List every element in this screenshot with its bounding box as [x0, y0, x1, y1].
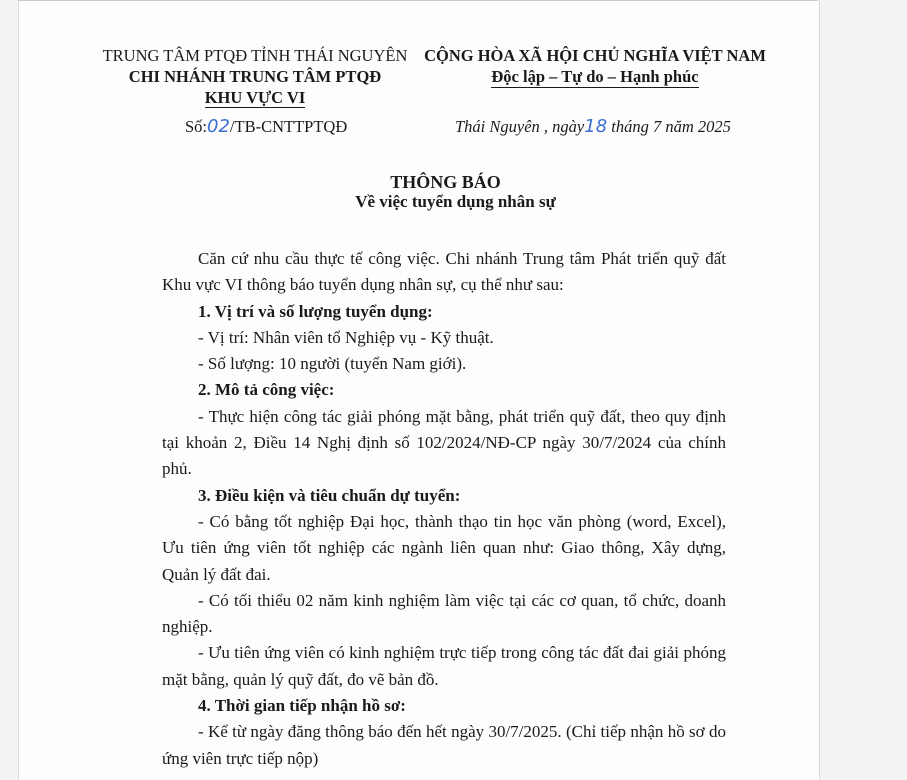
date-suffix: tháng 7 năm 2025	[607, 117, 731, 136]
document-number	[185, 116, 347, 137]
notice-body	[162, 246, 726, 772]
issuing-organization	[100, 45, 410, 108]
org-line-3-text: KHU VỰC VI	[204, 88, 306, 107]
org-line-1: TRUNG TÂM PTQĐ TỈNH THÁI NGUYÊN	[102, 46, 408, 65]
intro-paragraph: Căn cứ nhu cầu thực tế công việc. Chi nhánh Trung tâm Phát triển quỹ đất Khu vực VI thông báo tuyển dụng nhân sự, cụ thể như sau:	[162, 249, 726, 295]
section-2-heading: 2. Mô tả công việc:	[198, 380, 335, 400]
section-3-item-experience: - Có tối thiểu 02 năm kinh nghiệm làm việc tại các cơ quan, tổ chức, doanh nghiệp.	[162, 590, 726, 637]
section-4-item-period: - Kể từ ngày đăng thông báo đến hết ngày 30/7/2025. (Chỉ tiếp nhận hồ sơ do ứng viên trực tiếp nộp)	[162, 722, 726, 768]
section-1-heading: 1. Vị trí và số lượng tuyển dụng:	[198, 301, 433, 321]
motto: Độc lập – Tự do – Hạnh phúc	[491, 67, 699, 86]
section-3-heading: 3. Điều kiện và tiêu chuẩn dự tuyển:	[198, 485, 461, 505]
notice-subtitle: Về việc tuyển dụng nhân sự	[355, 192, 556, 211]
org-line-2: CHI NHÁNH TRUNG TÂM PTQĐ	[128, 67, 382, 86]
org-line-3	[100, 87, 410, 108]
section-1-item-quantity: - Số lượng: 10 người (tuyển Nam giới).	[198, 354, 467, 374]
page-top-edge	[18, 0, 818, 1]
section-1-item-position: - Vị trí: Nhân viên tổ Nghiệp vụ - Kỹ thuật.	[198, 327, 494, 347]
section-4-heading: 4. Thời gian tiếp nhận hồ sơ:	[198, 696, 406, 716]
date-prefix: Thái Nguyên , ngày	[455, 117, 585, 136]
doc-no-handwritten: 02	[207, 116, 230, 137]
section-3-item-degree: - Có bằng tốt nghiệp Đại học, thành thạo tin học văn phòng (word, Excel), Ưu tiên ứng viên tốt nghiệp các ngành liên quan như: Giao thông, Xây dựng, Quản lý đất đai.	[162, 511, 726, 584]
date-day-handwritten: 18	[584, 116, 608, 137]
section-2-item-duties: - Thực hiện công tác giải phóng mặt bằng, phát triển quỹ đất, theo quy định tại khoản 2, Điều 14 Nghị định số 102/2024/NĐ-CP ngày 30/7/2024 của chính phủ.	[162, 406, 726, 479]
section-3-item-priority: - Ưu tiên ứng viên có kinh nghiệm trực tiếp trong công tác đất đai giải phóng mặt bằng, quản lý quỹ đất, đo vẽ bản đồ.	[162, 643, 726, 689]
national-header	[415, 45, 775, 87]
doc-no-prefix: Số:	[185, 117, 208, 136]
nation-line-1: CỘNG HÒA XÃ HỘI CHỦ NGHĨA VIỆT NAM	[424, 46, 766, 65]
document-date	[455, 116, 731, 137]
notice-title: THÔNG BÁO	[390, 172, 501, 192]
nation-line-2	[415, 66, 775, 87]
doc-no-suffix: /TB-CNTTPTQĐ	[229, 117, 348, 136]
